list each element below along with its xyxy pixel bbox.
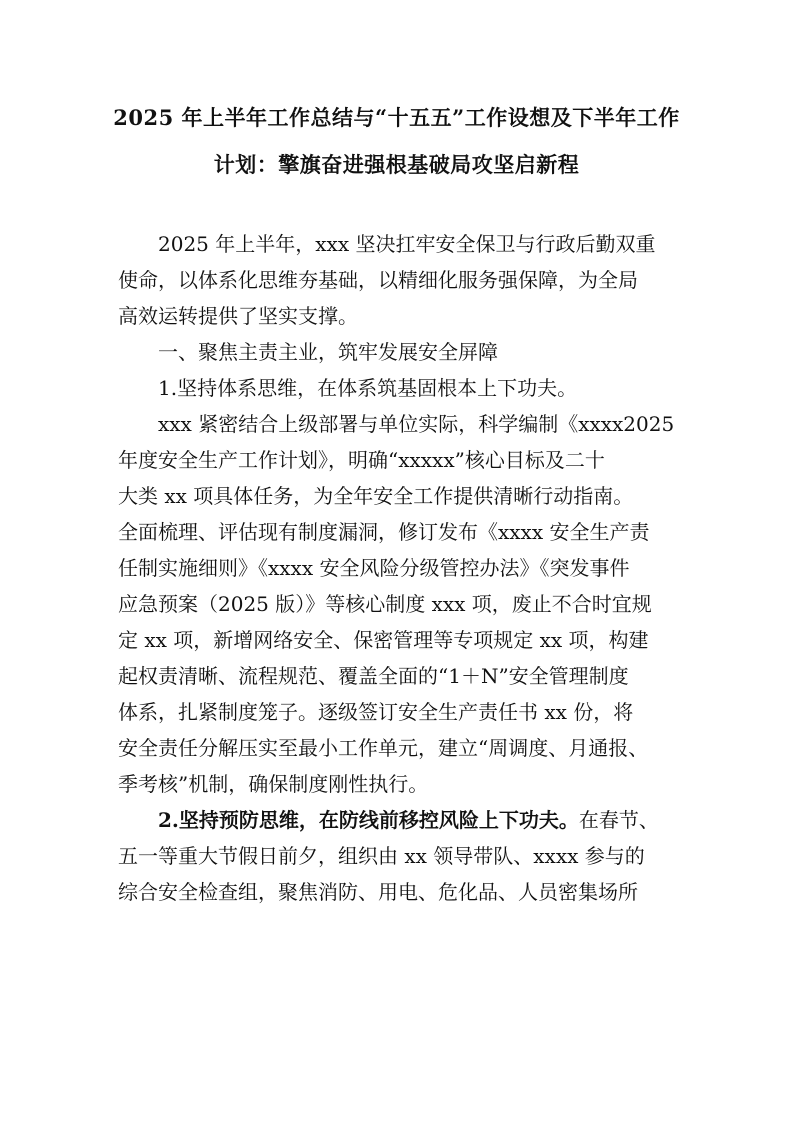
- title-line-2: 计划：擎旗奋进强根基破局攻坚启新程: [213, 152, 580, 177]
- document-title: [110, 94, 683, 188]
- item-1-line: 安全责任分解压实至最小工作单元，建立“周调度、月通报、: [118, 736, 649, 760]
- item-1-line: 季考核”机制，确保制度刚性执行。: [118, 772, 429, 796]
- item-2-line: 五一等重大节假日前夕，组织由 xx 领导带队、xxxx 参与的: [118, 844, 645, 868]
- item-2-first-line: [118, 802, 678, 838]
- item-2-heading: 2.坚持预防思维，在防线前移控风险上下功夫。: [158, 808, 579, 832]
- item-2-text: 在春节、: [578, 808, 659, 832]
- item-1-line: xxx 紧密结合上级部署与单位实际，科学编制《xxxx2025: [158, 412, 675, 436]
- item-2-line: 综合安全检查组，聚焦消防、用电、危化品、人员密集场所: [118, 880, 638, 904]
- intro-line: 使命，以体系化思维夯基础，以精细化服务强保障，为全局: [118, 268, 638, 292]
- intro-line: 高效运转提供了坚实支撑。: [118, 304, 358, 328]
- intro-line: 2025 年上半年，xxx 坚决扛牢安全保卫与行政后勤双重: [158, 232, 656, 256]
- item-1-line: 起权责清晰、流程规范、覆盖全面的“1＋N”安全管理制度: [118, 664, 629, 688]
- item-1-heading: 1.坚持体系思维，在体系筑基固根本上下功夫。: [158, 376, 578, 400]
- item-1-line: 全面梳理、评估现有制度漏洞，修订发布《xxxx 安全生产责: [118, 520, 650, 544]
- item-1-line: 年度安全生产工作计划》，明确“xxxxx”核心目标及二十: [118, 448, 605, 472]
- section-1-heading: 一、聚焦主责主业，筑牢发展安全屏障: [158, 340, 498, 364]
- item-1-line: 应急预案（2025 版）》等核心制度 xxx 项，废止不合时宜规: [118, 592, 652, 616]
- item-1-line: 定 xx 项，新增网络安全、保密管理等专项规定 xx 项，构建: [118, 628, 649, 652]
- item-1-line: 大类 xx 项具体任务，为全年安全工作提供清晰行动指南。: [118, 484, 634, 508]
- item-1-line: 任制实施细则》《xxxx 安全风险分级管控办法》《突发事件: [118, 556, 630, 580]
- item-1-line: 体系，扎紧制度笼子。逐级签订安全生产责任书 xx 份，将: [118, 700, 634, 724]
- document-body: [118, 226, 678, 910]
- title-line-1: 2025 年上半年工作总结与“十五五”工作设想及下半年工作: [113, 105, 680, 130]
